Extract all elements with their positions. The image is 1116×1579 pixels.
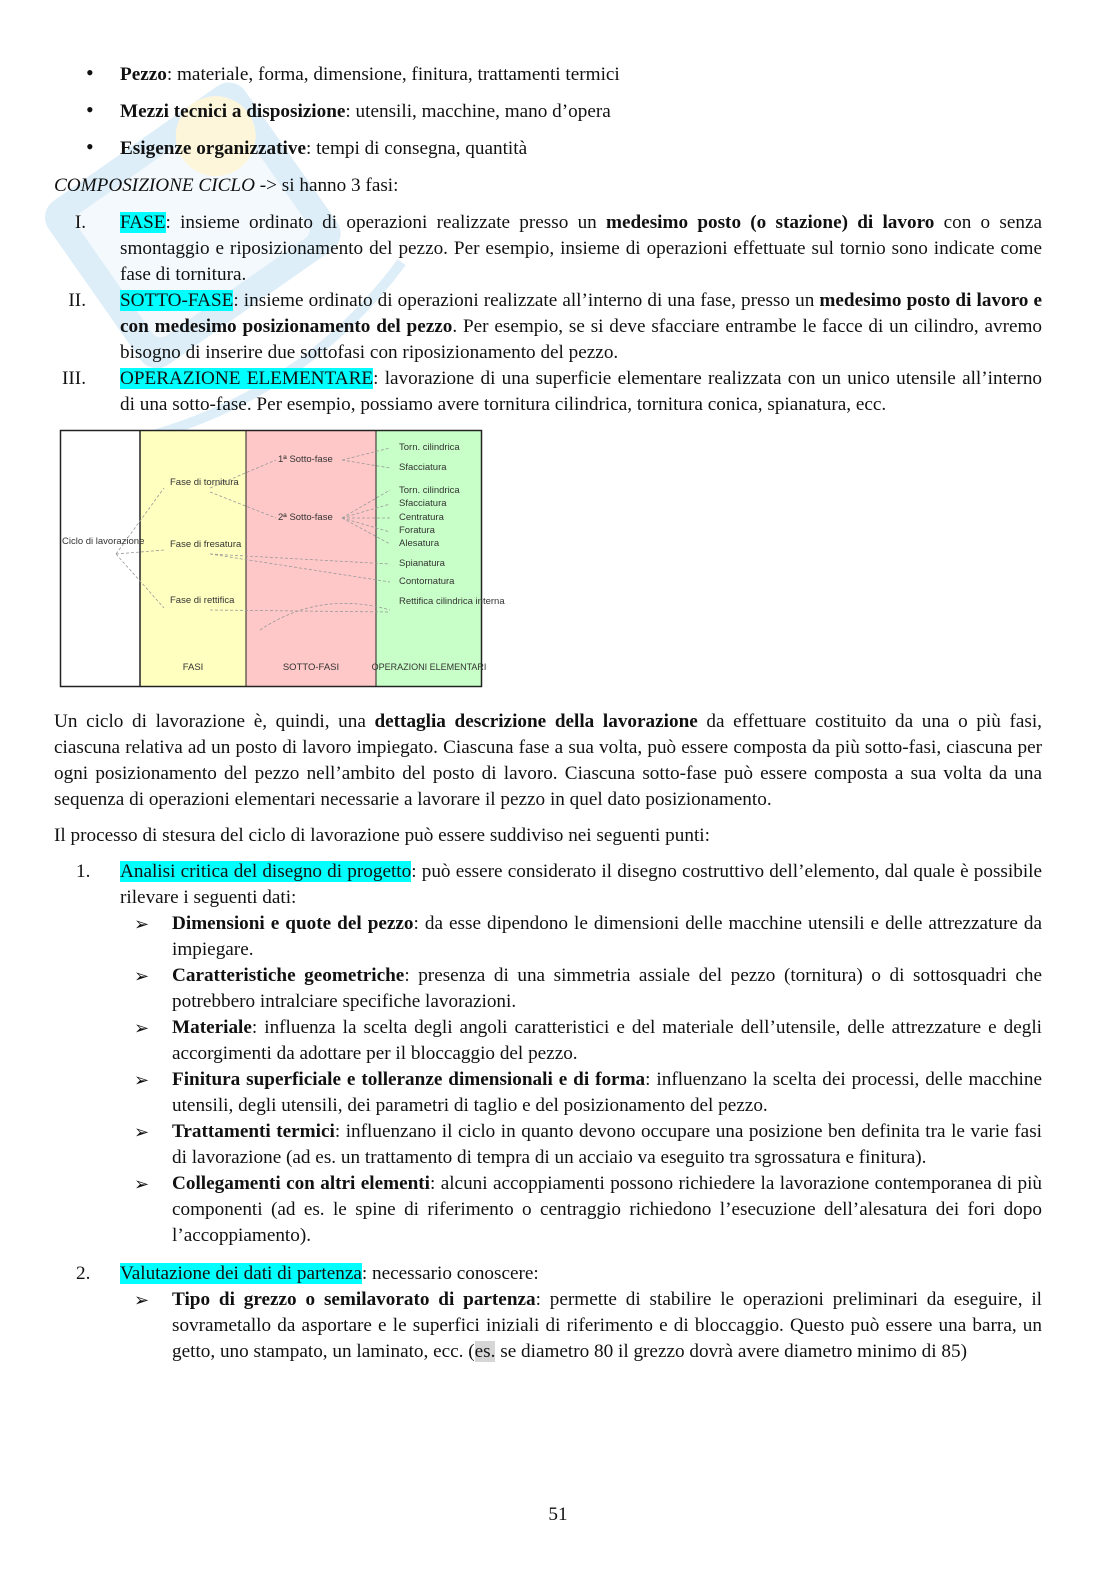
bullet-icon: • bbox=[86, 60, 94, 85]
paragraph-processo: Il processo di stesura del ciclo di lavorazione può essere suddiviso nei seguenti punti: bbox=[54, 825, 710, 846]
arrow-bullet-icon: ➢ bbox=[134, 1122, 150, 1142]
col-label-sottofasi: SOTTO-FASI bbox=[282, 662, 340, 673]
bullet-mezzi: • Mezzi tecnici a disposizione: utensili, macchine, mano d’opera bbox=[86, 97, 611, 122]
bullet-icon: • bbox=[86, 134, 94, 159]
sub-item-dimensioni: ➢ Dimensioni e quote del pezzo: da esse dipendono le dimensioni delle macchine utensili e delle attrezzature da impiegare. bbox=[134, 913, 1042, 960]
op-label: Sfacciatura bbox=[399, 498, 447, 509]
sub-item-collegamenti: ➢ Collegamenti con altri elementi: alcuni accoppiamenti possono richiedere la lavorazione contemporanea di più componenti (ad es. le spine di riferimento o centraggio richiedono l’esecuzione dell’alesatura dei fori dopo l’accoppiamento). bbox=[134, 1173, 1042, 1246]
composizione-heading: COMPOSIZIONE CICLO -> si hanno 3 fasi: bbox=[54, 175, 399, 196]
op-label: Sfacciatura bbox=[399, 462, 447, 473]
op-label: Torn. cilindrica bbox=[399, 485, 460, 496]
op-label: Foratura bbox=[399, 525, 435, 536]
op-label: Spianatura bbox=[399, 558, 445, 569]
sub-item-caratteristiche: ➢ Caratteristiche geometriche: presenza di una simmetria assiale del pezzo (tornitura) o di sottosquadri che potrebbero intralciare specifiche lavorazioni. bbox=[134, 965, 1042, 1012]
roman-item-sottofase: II. SOTTO-FASE: insieme ordinato di operazioni realizzate all’interno di una fase, presso un medesimo posto di lavoro e con medesimo posizionamento del pezzo. Per esempio, se si deve sfacciare entrambe le facce di un cilindro, avremo bisogno di inserire due sottofasi con riposizionamento del pezzo. bbox=[68, 290, 1043, 363]
fasi-column bbox=[140, 430, 246, 687]
roman-item-fase: I. FASE: insieme ordinato di operazioni realizzate presso un medesimo posto (o stazione) di lavoro con o senza smontaggio e riposizionamento del pezzo. Per esempio, insieme di operazioni effettuate sul tornio sono indicate come fase di tornitura. bbox=[74, 212, 1042, 285]
ciclo-diagram bbox=[60, 430, 505, 687]
arrow-bullet-icon: ➢ bbox=[134, 1290, 150, 1310]
arrow-bullet-icon: ➢ bbox=[134, 1174, 150, 1194]
numbered-item-1: 1. Analisi critica del disegno di progetto: può essere considerato il disegno costruttivo dell’elemento, dal quale è possibile rilevare i seguenti dati: bbox=[76, 861, 1042, 908]
fase-tornitura-label: Fase di tornitura bbox=[170, 477, 239, 488]
op-label: Rettifica cilindrica interna bbox=[399, 596, 505, 607]
sub-item-grezzo: ➢ Tipo di grezzo o semilavorato di partenza: permette di stabilire le operazioni preliminari da eseguire, il sovrametallo da asportare e le superfici iniziali di riferimento e di bloccaggio. Questo può essere una barra, un getto, uno stampato, un laminato, ecc. (es. se diametro 80 il grezzo dovrà avere diametro minimo di 85) bbox=[134, 1289, 1043, 1362]
bullet-icon: • bbox=[86, 97, 94, 122]
arrow-bullet-icon: ➢ bbox=[134, 1018, 150, 1038]
arrow-bullet-icon: ➢ bbox=[134, 1070, 150, 1090]
sottofase-2-label: 2ª Sotto-fase bbox=[278, 512, 333, 523]
bullet-pezzo: • Pezzo: materiale, forma, dimensione, finitura, trattamenti termici bbox=[86, 60, 620, 85]
fase-fresatura-label: Fase di fresatura bbox=[170, 539, 242, 550]
arrow-bullet-icon: ➢ bbox=[134, 914, 150, 934]
col-label-fasi: FASI bbox=[182, 662, 204, 673]
sottofasi-column bbox=[246, 430, 376, 687]
fase-rettifica-label: Fase di rettifica bbox=[170, 595, 235, 606]
arrow-bullet-icon: ➢ bbox=[134, 966, 150, 986]
criteria-bullets bbox=[54, 62, 1042, 162]
bullet-esigenze: • Esigenze organizzative: tempi di consegna, quantità bbox=[86, 134, 528, 159]
op-label: Torn. cilindrica bbox=[399, 442, 460, 453]
op-label: Alesatura bbox=[399, 538, 440, 549]
op-label: Contornatura bbox=[399, 576, 455, 587]
roman-item-operazione: III. OPERAZIONE ELEMENTARE: lavorazione di una superficie elementare realizzata con un unico utensile all’interno di una sotto-fase. Per esempio, possiamo avere tornitura cilindrica, tornitura conica, spianatura, ecc. bbox=[62, 368, 1043, 415]
diagram-root-label: Ciclo di lavorazione bbox=[62, 536, 145, 547]
op-label: Centratura bbox=[399, 512, 444, 523]
paragraph-ciclo: Un ciclo di lavorazione è, quindi, una dettaglia descrizione della lavorazione da effettuare costituito da una o più fasi, ciascuna relativa ad un posto di lavoro impiegato. Ciascuna fase a sua volta, può essere composta da più sotto-fasi, ciascuna per ogni posizionamento del pezzo nell’ambito del posto di lavoro. Ciascuna sotto-fase può essere composta a sua volta da una sequenza di operazioni elementari necessarie a lavorare il pezzo in quel dato posizionamento. bbox=[54, 711, 1042, 810]
sottofase-1-label: 1ª Sotto-fase bbox=[278, 454, 333, 465]
sub-item-finitura: ➢ Finitura superficiale e tolleranze dimensionali e di forma: influenzano la scelta dei processi, delle macchine utensili, degli utensili, dei parametri di taglio e del posizionamento del pezzo. bbox=[134, 1069, 1042, 1116]
col-label-operazioni: OPERAZIONI ELEMENTARI bbox=[371, 662, 487, 672]
page-number: 51 bbox=[548, 1504, 568, 1525]
sub-item-materiale: ➢ Materiale: influenza la scelta degli angoli caratteristici e del materiale dell’utensile, delle attrezzature e degli accorgimenti da adottare per il bloccaggio del pezzo. bbox=[134, 1017, 1042, 1064]
sub-item-trattamenti: ➢ Trattamenti termici: influenzano il ciclo in quanto devono occupare una posizione ben definita tra le varie fasi di lavorazione (ad es. un trattamento di tempra di un acciaio va eseguito tra sgrossatura e finitura). bbox=[134, 1121, 1042, 1168]
numbered-item-2: 2. Valutazione dei dati di partenza: necessario conoscere: bbox=[76, 1263, 539, 1284]
